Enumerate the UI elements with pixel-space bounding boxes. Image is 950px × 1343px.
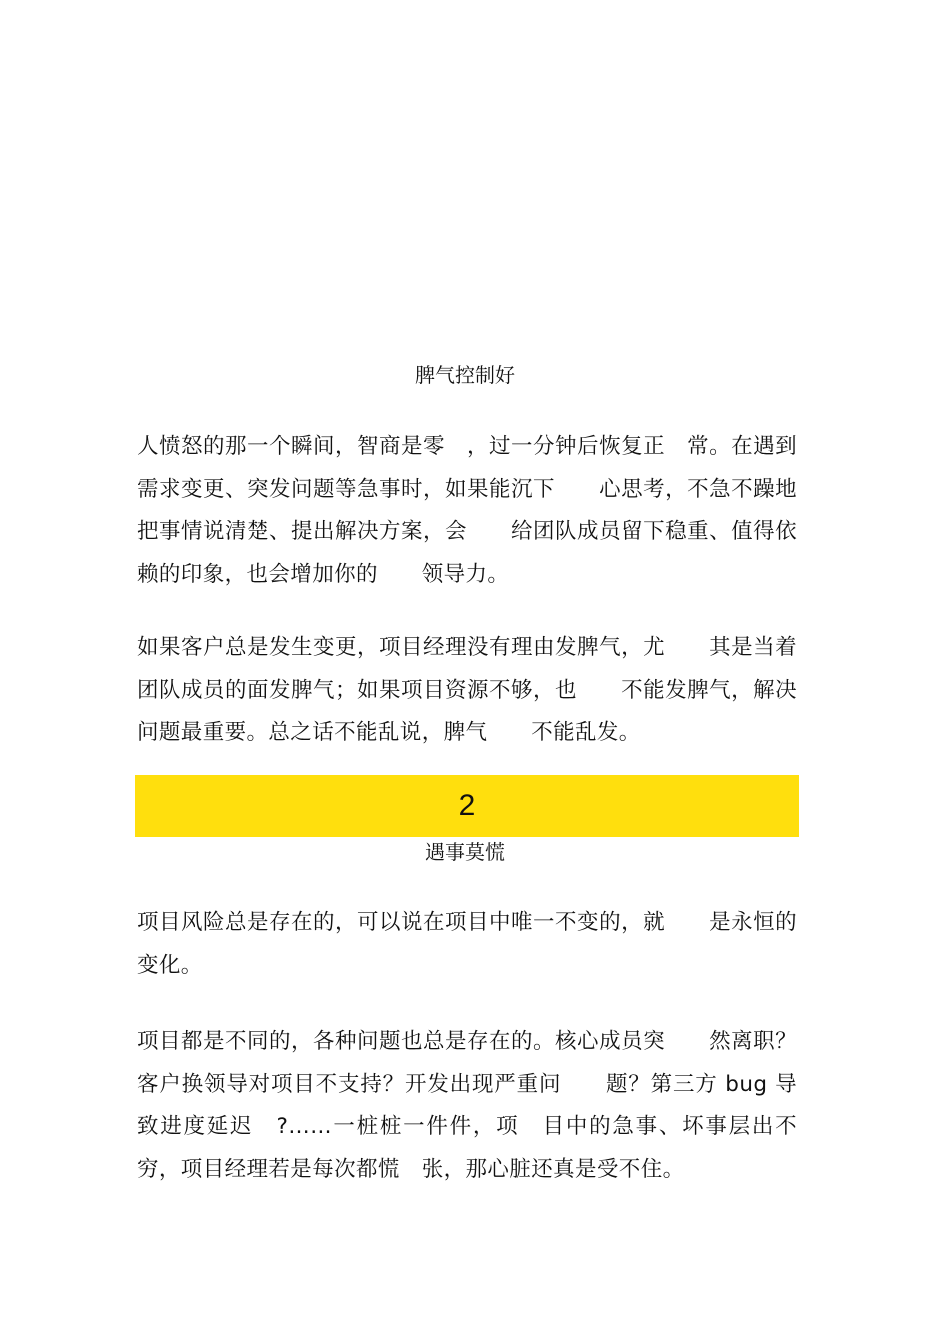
section-number: 2: [458, 789, 476, 822]
paragraph: 人愤怒的那一个瞬间，智商是零 ，过一分钟后恢复正 常。在遇到需求变更、突发问题等急事时，如果能沉下 心思考，不急不躁地把事情说清楚、提出解决方案，会 给团队成员留下稳重、值得依赖的印象，也会增加你的 领导力。: [137, 434, 797, 587]
section-heading: 脾气控制好: [415, 363, 515, 387]
paragraph: 项目风险总是存在的，可以说在项目中唯一不变的，就 是永恒的变化。: [137, 910, 797, 978]
section-number-banner: [135, 775, 799, 837]
paragraph: 如果客户总是发生变更，项目经理没有理由发脾气，尤 其是当着团队成员的面发脾气；如果项目资源不够，也 不能发脾气，解决问题最重要。总之话不能乱说，脾气 不能乱发。: [137, 635, 797, 745]
section-heading: 遇事莫慌: [425, 840, 505, 864]
paragraph: 项目都是不同的，各种问题也总是存在的。核心成员突 然离职？客户换领导对项目不支持？开发出现严重问 题？第三方 bug 导致进度延迟 ?……一桩桩一件件，项 目中的急事、坏事层出不穷，项目经理若是每次都慌 张，那心脏还真是受不住。: [137, 1029, 797, 1182]
